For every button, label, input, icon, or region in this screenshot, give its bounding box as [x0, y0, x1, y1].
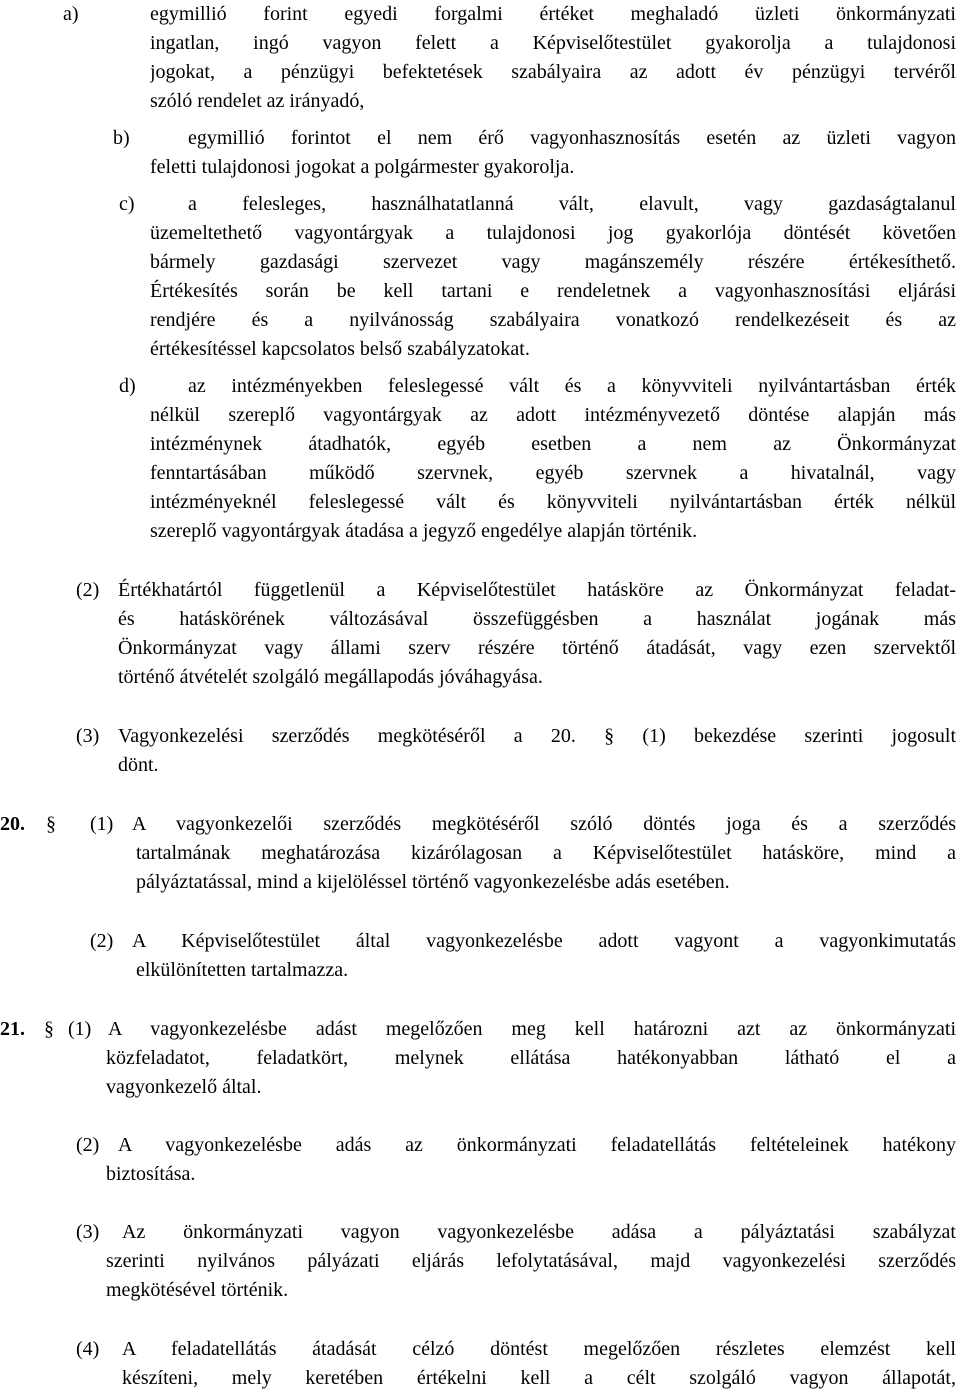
para2-line-1: Értékhatártól függetlenül a Képviselőtestület hatásköre az Önkormányzat feladat-	[118, 579, 956, 601]
section-21-symbol: §	[44, 1018, 54, 1040]
section-21-p3-line-1: Az önkormányzati vagyon vagyonkezelésbe adása a pályáztatási szabályzat	[122, 1221, 956, 1243]
section-20-p1-line-1: A vagyonkezelői szerződés megkötéséről szóló döntés joga és a szerződés	[132, 813, 956, 835]
item-a-marker: a)	[63, 3, 79, 25]
item-d-line-6: szereplő vagyontárgyak átadása a jegyző engedélye alapján történik.	[150, 520, 698, 542]
item-a-line-1: egymillió forint egyedi forgalmi értéket meghaladó üzleti önkormányzati	[150, 3, 956, 25]
section-21-p4-line-2: készíteni, mely keretében értékelni kell a célt szolgáló vagyon állapotát,	[122, 1367, 956, 1389]
para2-marker: (2)	[76, 579, 100, 601]
section-21-p1-marker: (1)	[68, 1018, 92, 1040]
section-20-number: 20.	[0, 813, 25, 835]
section-20-p2-line-2: elkülönítetten tartalmazza.	[136, 959, 349, 981]
item-a-line-3: jogokat, a pénzügyi befektetések szabályaira az adott év pénzügyi tervéről	[150, 61, 956, 83]
item-d-first-line: az intézményekben feleslegessé vált és a könyvviteli nyilvántartásban érték	[188, 375, 956, 397]
item-d-marker: d)	[119, 375, 136, 397]
item-c-marker: c)	[119, 193, 135, 215]
item-c-line-6: értékesítéssel kapcsolatos belső szabályzatokat.	[150, 338, 530, 360]
section-21-p3-line-2: szerinti nyilvános pályázati eljárás lefolytatásával, majd vagyonkezelési szerződés	[106, 1250, 956, 1272]
para2-line-4: történő átvételét szolgáló megállapodás jóváhagyása.	[118, 666, 543, 688]
section-21-p4-line-1: A feladatellátás átadását célzó döntést megelőzően részletes elemzést kell	[122, 1338, 956, 1360]
section-21-p3-line-3: megkötésével történik.	[106, 1279, 289, 1301]
section-20-p2-marker: (2)	[90, 930, 114, 952]
para2-line-3: Önkormányzat vagy állami szerv részére történő átadását, vagy ezen szervektől	[118, 637, 956, 659]
section-21-p2-line-1: A vagyonkezelésbe adás az önkormányzati feladatellátás feltételeinek hatékony	[118, 1134, 956, 1156]
item-a-line-4: szóló rendelet az irányadó,	[150, 90, 365, 112]
item-b-rest: feletti tulajdonosi jogokat a polgármester gyakorolja.	[150, 156, 575, 178]
item-d-line-4: fenntartásában működő szervnek, egyéb szervnek a hivatalnál, vagy	[150, 462, 956, 484]
section-20-p2-line-1: A Képviselőtestület által vagyonkezelésbe adott vagyont a vagyonkimutatás	[132, 930, 956, 952]
para3-line-1: Vagyonkezelési szerződés megkötéséről a 20. § (1) bekezdése szerinti jogosult	[118, 725, 956, 747]
section-21-number: 21.	[0, 1018, 25, 1040]
item-c-line-3: bármely gazdasági szervezet vagy magánszemély részére értékesíthető.	[150, 251, 956, 273]
section-21-p4-marker: (4)	[76, 1338, 100, 1360]
item-a-line-2: ingatlan, ingó vagyon felett a Képviselőtestület gyakorolja a tulajdonosi	[150, 32, 956, 54]
section-20-symbol: §	[46, 813, 56, 835]
section-21-p1-line-3: vagyonkezelő által.	[106, 1076, 262, 1098]
item-c-first-line: a felesleges, használhatatlanná vált, elavult, vagy gazdaságtalanul	[188, 193, 956, 215]
item-d-line-2: nélkül szereplő vagyontárgyak az adott intézményvezető döntése alapján más	[150, 404, 956, 426]
item-b-marker: b)	[113, 127, 130, 149]
section-20-p1-marker: (1)	[90, 813, 114, 835]
section-20-p1-line-3: pályáztatással, mind a kijelöléssel történő vagyonkezelésbe adás esetében.	[136, 871, 730, 893]
item-d-line-5: intézményeknél feleslegessé vált és könyvviteli nyilvántartásban érték nélkül	[150, 491, 956, 513]
section-21-p2-line-2: biztosítása.	[106, 1163, 196, 1185]
section-21-p1-line-1: A vagyonkezelésbe adást megelőzően meg kell határozni azt az önkormányzati	[108, 1018, 956, 1040]
item-c-line-5: rendjére és a nyilvánosság szabályaira vonatkozó rendelkezéseit és az	[150, 309, 956, 331]
para3-line-2: dönt.	[118, 754, 159, 776]
para2-line-2: és hatáskörének változásával összefüggésben a használat jogának más	[118, 608, 956, 630]
item-b-first-line: egymillió forintot el nem érő vagyonhasznosítás esetén az üzleti vagyon	[188, 127, 956, 149]
section-21-p2-marker: (2)	[76, 1134, 100, 1156]
section-20-p1-line-2: tartalmának meghatározása kizárólagosan a Képviselőtestület hatásköre, mind a	[136, 842, 956, 864]
item-c-line-2: üzemeltethető vagyontárgyak a tulajdonosi jog gyakorlója döntését követően	[150, 222, 956, 244]
section-21-p3-marker: (3)	[76, 1221, 100, 1243]
para3-marker: (3)	[76, 725, 100, 747]
section-21-p1-line-2: közfeladatot, feladatkört, melynek ellátása hatékonyabban látható el a	[106, 1047, 956, 1069]
item-c-line-4: Értékesítés során be kell tartani e rendeletnek a vagyonhasznosítási eljárási	[150, 280, 956, 302]
item-d-line-3: intézménynek átadhatók, egyéb esetben a nem az Önkormányzat	[150, 433, 956, 455]
